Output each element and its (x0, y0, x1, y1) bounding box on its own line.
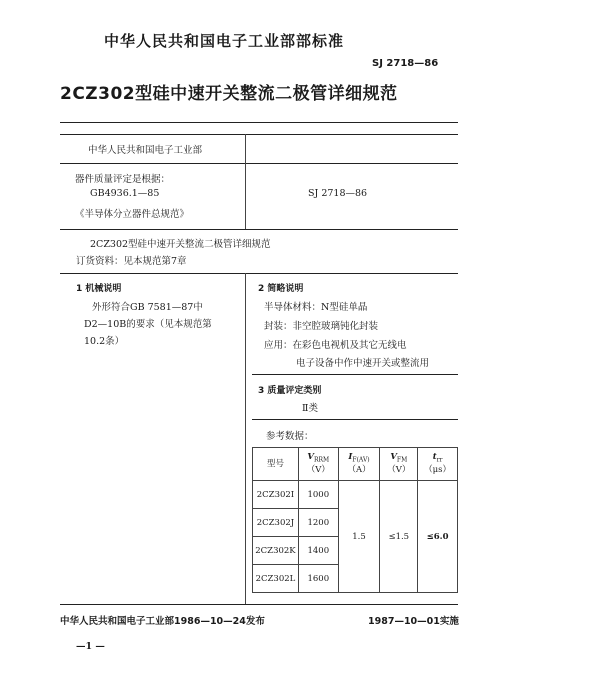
sj-number: SJ 2718—86 (308, 188, 368, 199)
page-number: —1 — (76, 641, 105, 652)
vrrm-cell: 1000 (298, 481, 338, 509)
rule-top-2 (60, 134, 458, 135)
order-info: 订货资料：见本规范第7章 (76, 256, 187, 267)
application-text-cont: 电子设备中作中速开关或整流用 (296, 358, 430, 369)
issue-date: 中华人民共和国电子工业部1986—10—24发布 (60, 616, 265, 627)
trr-value-cell: ≤6.0 (418, 481, 458, 593)
spec-name: 2CZ302型硅中速开关整流二极管详细规范 (90, 239, 271, 250)
if-value-cell: 1.5 (338, 481, 380, 593)
col-trr-header: $t_{rr}$ （μs） (418, 448, 458, 481)
table-row (253, 481, 458, 509)
rule-box1-bottom (60, 229, 458, 230)
reference-table (252, 447, 458, 593)
rule-sec3-bottom (252, 419, 458, 420)
model-cell: 2CZ302J (253, 509, 299, 537)
standard-number: SJ 2718—86 (372, 58, 439, 69)
quality-category: Ⅱ类 (302, 403, 318, 414)
issuer-title: 中华人民共和国电子工业部部标准 (104, 32, 345, 50)
col-vfm-header: $V_{FM}$ （V） (380, 448, 418, 481)
section1-line: D2—10B的要求（见本规范第 (84, 319, 212, 330)
basis-spec: 《半导体分立器件总规范》 (75, 209, 190, 220)
vrrm-cell: 1600 (298, 565, 338, 593)
col-if-header: $I_{F(AV)}$ （A） (338, 448, 380, 481)
col-model-header: 型号 (253, 448, 299, 481)
vrrm-cell: 1200 (298, 509, 338, 537)
section3-title: 3 质量评定类别 (258, 386, 322, 396)
rule-box1-mid (60, 163, 458, 164)
vfm-value-cell: ≤1.5 (380, 481, 418, 593)
divider-box1 (245, 134, 246, 229)
material-text: 半导体材料：N型硅单晶 (264, 302, 368, 313)
rule-top (60, 122, 458, 123)
section2-title: 2 简略说明 (258, 284, 304, 294)
divider-sections (245, 273, 246, 604)
section1-title: 1 机械说明 (76, 284, 122, 294)
col-vrrm-header: $V_{RRM}$ （V） (298, 448, 338, 481)
model-cell: 2CZ302L (253, 565, 299, 593)
package-text: 封装：非空腔玻璃钝化封装 (264, 321, 379, 332)
rule-sec2-bottom (252, 374, 458, 375)
basis-standard: GB4936.1—85 (90, 188, 160, 199)
application-text: 应用：在彩色电视机及其它无线电 (264, 340, 407, 351)
reference-label: 参考数据： (266, 431, 314, 442)
document-title: 2CZ302型硅中速开关整流二极管详细规范 (60, 84, 398, 104)
rule-box2-bottom (60, 273, 458, 274)
basis-label: 器件质量评定是根据： (75, 174, 171, 185)
vrrm-cell: 1400 (298, 537, 338, 565)
model-cell: 2CZ302I (253, 481, 299, 509)
section1-line: 10.2条） (84, 336, 125, 347)
org-name: 中华人民共和国电子工业部 (88, 145, 203, 156)
rule-bottom (60, 604, 458, 605)
section1-line: 外形符合GB 7581—87中 (92, 302, 203, 313)
effective-date: 1987—10—01实施 (368, 616, 459, 627)
model-cell: 2CZ302K (253, 537, 299, 565)
